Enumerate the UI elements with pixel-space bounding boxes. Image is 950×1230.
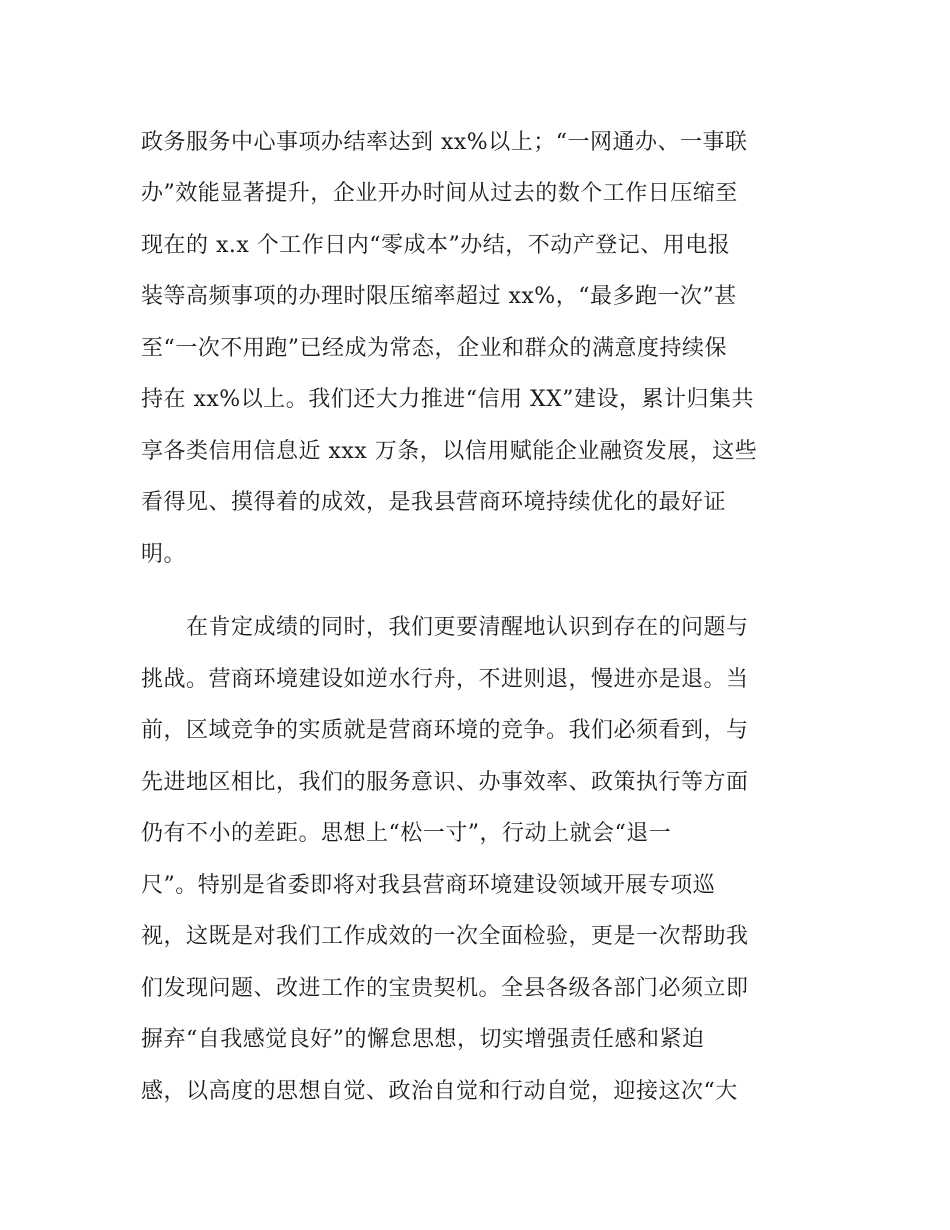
text-line: 尺”。特别是省委即将对我县营商环境建设领域开展专项巡: [141, 873, 716, 898]
text-line: 明。: [141, 542, 187, 567]
text-line: 视，这既是对我们工作成效的一次全面检验，更是一次帮助我: [141, 924, 749, 949]
text-line: 前，区域竞争的实质就是营商环境的竞争。我们必须看到，与: [141, 718, 749, 743]
text-line: 至“一次不用跑”已经成为常态，企业和群众的满意度持续保: [141, 336, 727, 361]
text-line: 在肯定成绩的同时，我们更要清醒地认识到存在的问题与: [141, 615, 749, 640]
text-line: 挑战。营商环境建设如逆水行舟，不进则退，慢进亦是退。当: [141, 667, 749, 692]
text-line: 享各类信用信息近 xxx 万条，以信用赋能企业融资发展，这些: [141, 439, 758, 464]
text-line: 感，以高度的思想自觉、政治自觉和行动自觉，迎接这次“大: [141, 1079, 738, 1104]
text-line: 政务服务中心事项办结率达到 xx%以上；“一网通办、一事联: [141, 130, 748, 155]
text-line: 装等高频事项的办理时限压缩率超过 xx%，“最多跑一次”甚: [141, 284, 737, 309]
text-line: 摒弃“自我感觉良好”的懈怠思想，切实增强责任感和紧迫: [141, 1027, 705, 1052]
text-line: 们发现问题、改进工作的宝贵契机。全县各级各部门必须立即: [141, 976, 749, 1001]
text-line: 持在 xx%以上。我们还大力推进“信用 XX”建设，累计归集共: [141, 387, 755, 412]
text-line: 仍有不小的差距。思想上“松一寸”，行动上就会“退一: [141, 821, 672, 846]
text-line: 现在的 x.x 个工作日内“零成本”办结，不动产登记、用电报: [141, 233, 731, 258]
text-line: 先进地区相比，我们的服务意识、办事效率、政策执行等方面: [141, 770, 749, 795]
text-line: 看得见、摸得着的成效，是我县营商环境持续优化的最好证: [141, 490, 727, 515]
text-line: 办”效能显著提升，企业开办时间从过去的数个工作日压缩至: [141, 181, 738, 206]
